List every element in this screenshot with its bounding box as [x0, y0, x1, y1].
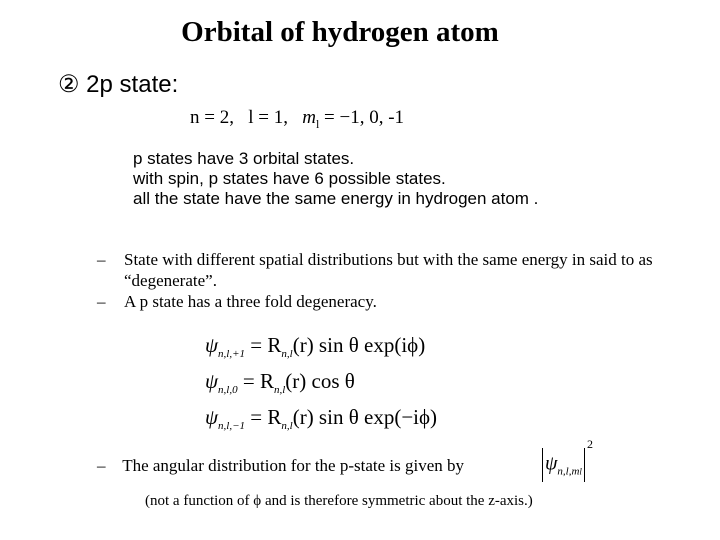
- equation-psi-minus1: [205, 405, 437, 432]
- bullet-dash: –: [97, 250, 106, 269]
- qn-ml-values: = −1, 0, -1: [319, 107, 405, 128]
- qn-ml: m: [302, 107, 316, 128]
- bullet-item: [97, 249, 696, 291]
- eq-lhs: ψ: [205, 333, 219, 357]
- angular-bullet: [97, 456, 464, 476]
- abs-sub2: l: [579, 466, 582, 477]
- qn-l: l = 1,: [248, 107, 288, 128]
- slide-title: Orbital of hydrogen atom: [181, 16, 499, 48]
- note-line: p states have 3 orbital states.: [133, 149, 355, 168]
- section-marker: ②: [58, 71, 80, 98]
- bullet-text: A p state has a three fold degeneracy.: [124, 292, 377, 311]
- abs-bar-right: [584, 448, 585, 482]
- eq-rest: (r) sin θ exp(−iϕ): [292, 405, 438, 429]
- eq-lhs-sub: n,l,0: [218, 384, 238, 397]
- note-line: with spin, p states have 6 possible states.: [133, 169, 446, 188]
- eq-rhs: = R: [245, 405, 282, 429]
- eq-rhs: = R: [245, 333, 282, 357]
- notes-block: [133, 149, 538, 209]
- bullet-list: [97, 249, 696, 312]
- eq-rhs-sub: n,l: [281, 348, 293, 361]
- equation-psi-0: [205, 369, 355, 396]
- bullet-text: State with different spatial distributions but with the same energy in said to as “degenerate”.: [124, 250, 653, 290]
- eq-lhs-sub: n,l,−1: [218, 420, 246, 433]
- eq-rhs-sub: n,l: [273, 384, 286, 397]
- eq-lhs: ψ: [205, 405, 219, 429]
- eq-rest: (r) cos θ: [285, 369, 355, 393]
- abs-psi-squared: [540, 436, 593, 482]
- quantum-numbers: [190, 107, 404, 132]
- abs-power: 2: [586, 436, 593, 451]
- eq-rhs: = R: [237, 369, 274, 393]
- bullet-text: The angular distribution for the p-state is given by: [122, 456, 465, 475]
- note-line: all the state have the same energy in hydrogen atom .: [133, 189, 539, 208]
- eq-rest: (r) sin θ exp(iϕ): [292, 333, 426, 357]
- bullet-dash: –: [97, 292, 106, 311]
- abs-sub: n,l,m: [557, 465, 580, 478]
- section-heading: [58, 70, 178, 99]
- eq-rhs-sub: n,l: [281, 420, 293, 433]
- qn-n: n = 2,: [190, 107, 234, 128]
- abs-psi: ψ: [545, 452, 558, 475]
- eq-lhs: ψ: [205, 369, 219, 393]
- equation-psi-plus1: [205, 333, 425, 360]
- abs-bar-left: [542, 448, 543, 482]
- bullet-dash: –: [97, 456, 106, 475]
- section-label: 2p state:: [79, 71, 179, 98]
- bullet-item: [97, 291, 696, 312]
- eq-lhs-sub: n,l,+1: [218, 348, 246, 361]
- footnote: (not a function of ϕ and is therefore symmetric about the z-axis.): [145, 493, 533, 509]
- qn-ml-sub: l: [315, 116, 320, 131]
